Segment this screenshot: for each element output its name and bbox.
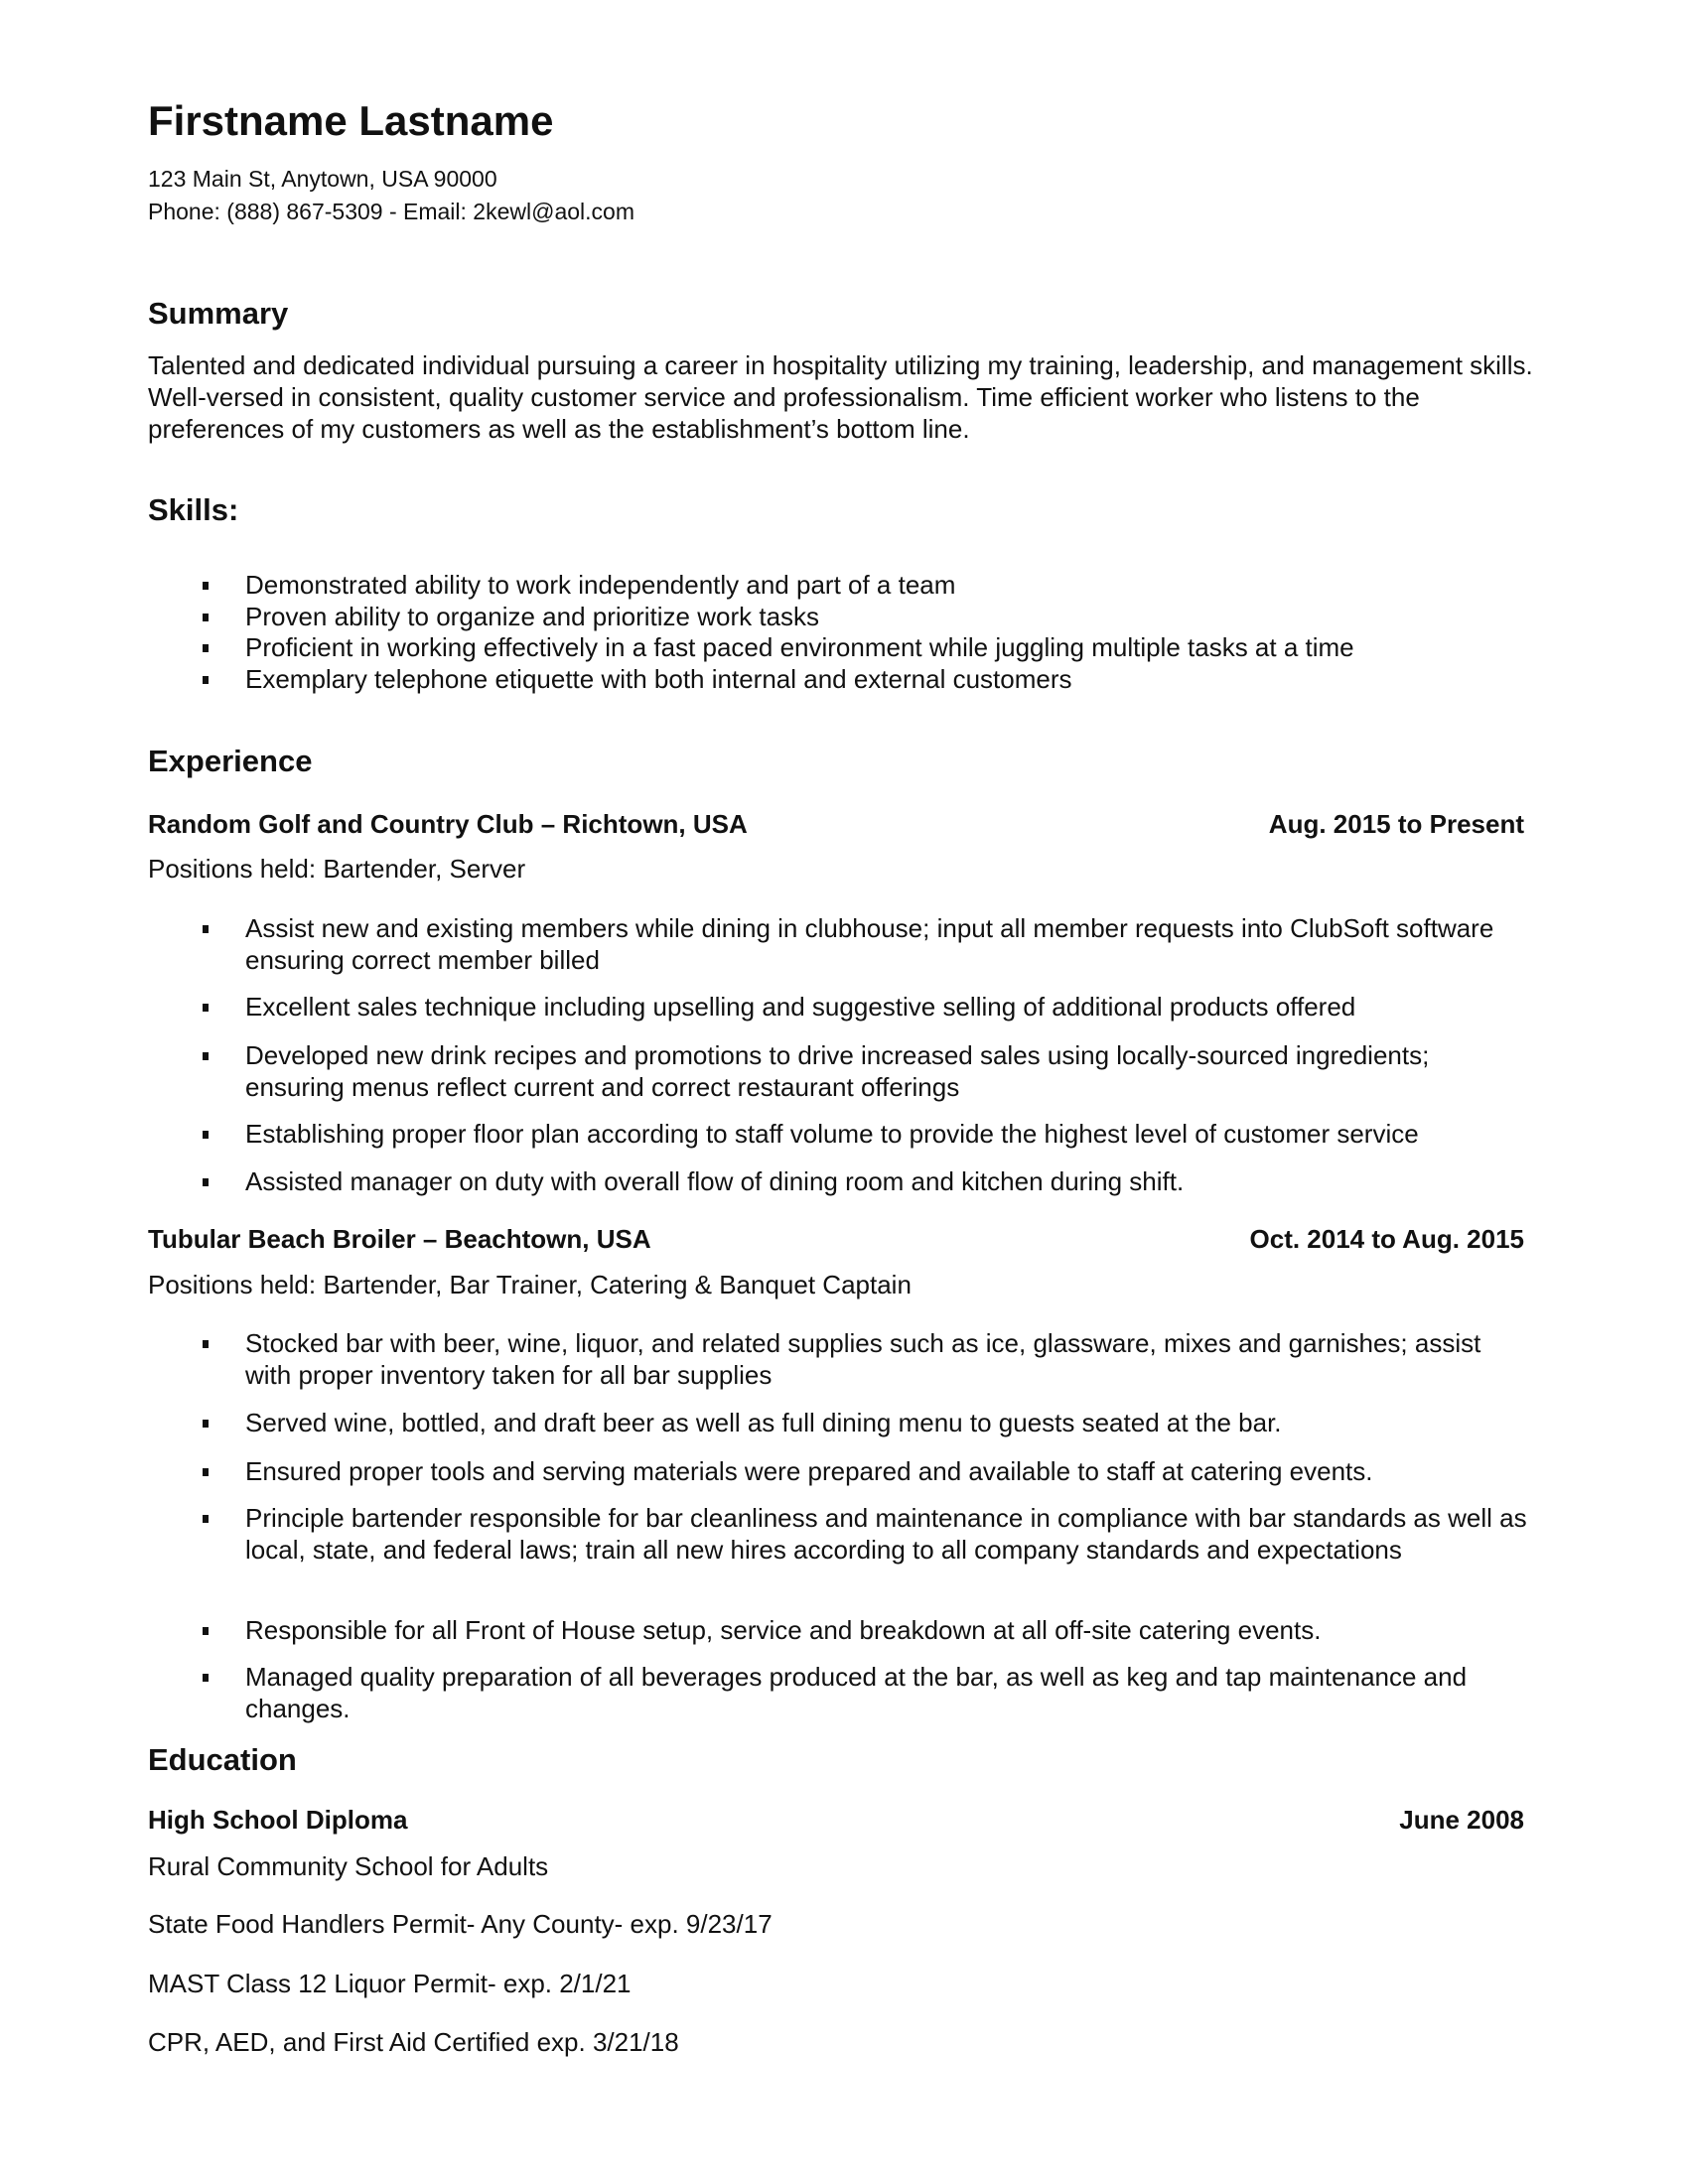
- positions-held: Positions held: Bartender, Bar Trainer, Catering & Banquet Captain: [148, 1270, 912, 1299]
- bullet-icon: [203, 663, 245, 695]
- job-bullet: Stocked bar with beer, wine, liquor, and related supplies such as ice, glassware, mixes and garnishes; assist with proper inventory taken for all bar supplies: [203, 1327, 1533, 1391]
- job-bullet: Responsible for all Front of House setup, service and breakdown at all off-site catering events.: [203, 1614, 1533, 1646]
- certification: CPR, AED, and First Aid Certified exp. 3/21/18: [148, 2027, 679, 2057]
- bullet-icon: [203, 631, 245, 663]
- candidate-name: Firstname Lastname: [148, 97, 554, 144]
- bullet-icon: [203, 1327, 245, 1391]
- job-bullet: Excellent sales technique including upselling and suggestive selling of additional products offered: [203, 991, 1533, 1023]
- bullet-icon: [203, 1165, 245, 1197]
- bullet-icon: [203, 1614, 245, 1646]
- experience-heading: Experience: [148, 744, 313, 778]
- degree: High School Diploma: [148, 1805, 408, 1835]
- job-bullet: Ensured proper tools and serving materials were prepared and available to staff at catering events.: [203, 1455, 1533, 1487]
- job-title: Random Golf and Country Club – Richtown, USA: [148, 809, 748, 839]
- bullet-icon: [203, 601, 245, 632]
- bullet-icon: [203, 1455, 245, 1487]
- job-dates: Aug. 2015 to Present: [1268, 809, 1524, 839]
- job-bullet: Managed quality preparation of all beverages produced at the bar, as well as keg and tap maintenance and changes.: [203, 1661, 1533, 1724]
- contact-line: Phone: (888) 867-5309 - Email: 2kewl@aol.com: [148, 199, 634, 224]
- job-title: Tubular Beach Broiler – Beachtown, USA: [148, 1224, 651, 1254]
- job-bullet: Assist new and existing members while dining in clubhouse; input all member requests into ClubSoft software ensuring correct member billed: [203, 912, 1533, 976]
- bullet-icon: [203, 1661, 245, 1724]
- skill-item: Exemplary telephone etiquette with both internal and external customers: [203, 663, 1533, 695]
- job-bullet: Establishing proper floor plan according to staff volume to provide the highest level of customer service: [203, 1118, 1533, 1150]
- job-header: [148, 809, 1524, 840]
- job-header: [148, 1224, 1524, 1255]
- school-name: Rural Community School for Adults: [148, 1851, 549, 1881]
- address: 123 Main St, Anytown, USA 90000: [148, 166, 497, 192]
- bullet-icon: [203, 1502, 245, 1566]
- job-bullet: Developed new drink recipes and promotions to drive increased sales using locally-sourced ingredients; ensuring menus reflect current and correct restaurant offerings: [203, 1039, 1533, 1103]
- skill-item: Proven ability to organize and prioritize work tasks: [203, 601, 1533, 632]
- job-bullet: Assisted manager on duty with overall flow of dining room and kitchen during shift.: [203, 1165, 1533, 1197]
- job-bullet: Principle bartender responsible for bar cleanliness and maintenance in compliance with bar standards as well as local, state, and federal laws; train all new hires according to all company standards and expectations: [203, 1502, 1533, 1566]
- certification: MAST Class 12 Liquor Permit- exp. 2/1/21: [148, 1969, 632, 1998]
- bullet-icon: [203, 912, 245, 976]
- job-bullet: Served wine, bottled, and draft beer as well as full dining menu to guests seated at the bar.: [203, 1407, 1533, 1438]
- bullet-icon: [203, 1039, 245, 1103]
- education-header: [148, 1805, 1524, 1836]
- education-heading: Education: [148, 1742, 297, 1777]
- summary-heading: Summary: [148, 296, 289, 331]
- bullet-icon: [203, 569, 245, 601]
- bullet-icon: [203, 1407, 245, 1438]
- skill-item: Proficient in working effectively in a fast paced environment while juggling multiple tasks at a time: [203, 631, 1533, 663]
- skill-item: Demonstrated ability to work independently and part of a team: [203, 569, 1533, 601]
- bullet-icon: [203, 991, 245, 1023]
- skills-heading: Skills:: [148, 492, 239, 527]
- certification: State Food Handlers Permit- Any County- exp. 9/23/17: [148, 1909, 773, 1939]
- positions-held: Positions held: Bartender, Server: [148, 854, 526, 884]
- degree-date: June 2008: [1399, 1805, 1524, 1835]
- summary-text: Talented and dedicated individual pursuing a career in hospitality utilizing my training, leadership, and management skills. Well-versed in consistent, quality customer service and professionalism. Time efficient worker who listens to the preferences of my customers as well as the establishment’s bottom line.: [148, 350, 1533, 444]
- bullet-icon: [203, 1118, 245, 1150]
- job-dates: Oct. 2014 to Aug. 2015: [1249, 1224, 1524, 1254]
